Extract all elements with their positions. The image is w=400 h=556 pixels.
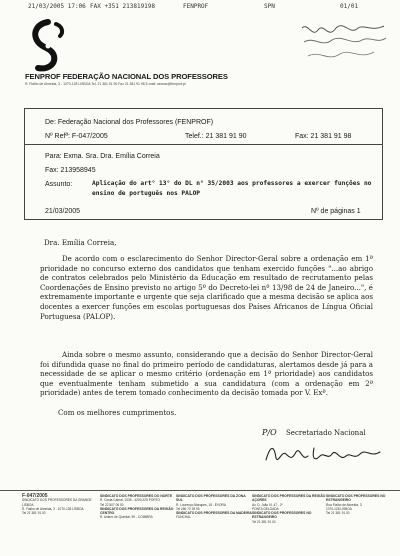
footer-line: FUNCHAL xyxy=(176,515,192,520)
footer-column-5 xyxy=(326,494,392,515)
footer-column-1 xyxy=(22,494,98,515)
organization-acronym: FENPROF xyxy=(25,72,61,81)
footer-line: SINDICATO DOS PROFESSORES NO ESTRANGEIRO xyxy=(252,511,312,520)
signature-block xyxy=(262,424,392,468)
to-field: Para: Exma. Sra. Dra. Emília Correia xyxy=(45,153,160,160)
footer-line: R. Costa Cabral, 1035 - 4200-225 PORTO xyxy=(100,498,160,503)
fax-sender: FENPROF xyxy=(183,3,209,10)
footer-column-3 xyxy=(176,494,252,520)
footer-line: SINDICATO DOS PROFESSORES DA GRANDE LISBOA xyxy=(22,498,92,507)
footer-line: Tel 21 381 91 00 xyxy=(326,511,350,516)
footer-line: R. Fialho de Almeida, 3 - 1070-128 LISBOA xyxy=(22,506,84,511)
footer-line: R. Lourenço Marques, 18 - ÉVORA xyxy=(176,502,226,507)
footer-title-4: SINDICATO DOS PROFESSORES DA REGIÃO AÇORES xyxy=(252,494,326,503)
footer-divider xyxy=(0,490,400,491)
letter-paragraph-1: De acordo com o esclarecimento do Senhor Director-Geral sobre a ordenação em 1ª prioridade no concurso externo dos candidatos que tenham exercido funções "...ao abrigo de contratos celebrados pelo Ministério da Educação em resultado de recrutamento pelas Coordenações de Ensino previsto no artigo 5º do Decreto-lei nº 13/98 de 24 de Janeiro...", é extremamente importante e urgente que seja clarificado que a mesma decisão se aplica aos docentes a exercer funções em escolas portuguesas dos Países Africanos de Língua Oficial Portuguesa (PALOP). xyxy=(40,254,373,321)
signature-title: Secretariado Nacional xyxy=(286,429,366,437)
footer-line: Av. D. João III, 47 - 2º xyxy=(252,502,283,507)
footer-line: Tel 266 70 39 95 xyxy=(176,506,200,511)
fax-transmission-header xyxy=(0,3,400,13)
from-field: De: Federação Nacional dos Professores (FENPROF) xyxy=(45,119,214,126)
footer-title-3: SINDICATO DOS PROFESSORES DA ZONA SUL xyxy=(176,494,246,503)
footer-line: SINDICATO DOS PROFESSORES DA MADEIRA xyxy=(176,511,252,516)
letter-paragraph-2: Ainda sobre o mesmo assunto, considerando que a decisão do Senhor Director-Geral foi difundida quase no final do primeiro período de candidaturas, alertamos desde já para a necessidade de se aplicar o mesmo critério (ordenação em 1ª prioridade) aos candidatos que eventualmente tenham submetido a sua candidatura (com a ordenação em 2ª prioridade) antes de terem tomado conhecimento da decisão tomada por V. Exª. xyxy=(40,350,373,398)
fax-to-field: Fax: 213958945 xyxy=(45,167,96,174)
fax-status: SPN xyxy=(264,3,275,10)
reference-field: Nº Refª: F-047/2005 xyxy=(45,133,108,140)
fax-from-field: Fax: 21 381 91 98 xyxy=(295,133,352,140)
fax-timestamp: 21/03/2005 17:06 xyxy=(28,3,86,10)
organization-address: R. Fialho de Almeida, 3 - 1070-128 LISBOA Tel. 21 381 91 90 Fax 21 381 91 98 E-mail: secnac@fenprof.pt xyxy=(25,82,186,86)
footer-title-2: SINDICATO DOS PROFESSORES DO NORTE xyxy=(100,494,173,498)
fenprof-logo-icon xyxy=(26,18,70,74)
handwritten-note-icon xyxy=(298,18,388,68)
footer-line: Rua Fialho de Almeida, 3 xyxy=(326,502,362,507)
footer-line: R. Antero de Quental, 99 - COIMBRA xyxy=(100,515,153,520)
footer-line: Tel 22 507 06 00 xyxy=(100,502,124,507)
footer-line: Tel 21 381 91 00 xyxy=(22,511,46,516)
signature-prefix: P/O xyxy=(262,428,277,437)
letter-closing: Com os melhores cumprimentos. xyxy=(58,408,177,417)
date-field: 21/03/2005 xyxy=(45,208,81,215)
form-divider xyxy=(25,144,382,145)
organization-full-name: FEDERAÇÃO NACIONAL DOS PROFESSORES xyxy=(62,72,228,81)
fax-number: FAX +351 213819198 xyxy=(90,3,156,10)
footer-line: PONTA DELGADA xyxy=(252,506,279,511)
letter-salutation: Dra. Emília Correia, xyxy=(44,238,117,247)
footer-column-4 xyxy=(252,494,328,524)
footer-line: Tel 21 381 91 00 xyxy=(252,519,276,524)
footer-title-5: SINDICATO DOS PROFESSORES NO ESTRANGEIRO xyxy=(326,494,386,503)
footer-line: SINDICATO DOS PROFESSORES DA REGIÃO CENTRO xyxy=(100,506,174,516)
footer-title-1: F-047/2005 xyxy=(22,493,48,499)
subject-text: Aplicação do art° 13° do DL n° 35/2003 aos professores a exercer funções no ensino de português nos PALOP xyxy=(92,180,372,197)
handwritten-signature-icon xyxy=(262,440,392,468)
page-count-field: Nº de páginas 1 xyxy=(311,208,361,215)
footer-column-2 xyxy=(100,494,176,520)
footer-line: 1070-128 LISBOA xyxy=(326,506,352,511)
organization-title xyxy=(25,72,228,81)
subject-label: Assunto: xyxy=(45,181,73,188)
fax-page: 01/01 xyxy=(340,3,359,10)
telephone-field: Telef.: 21 381 91 90 xyxy=(185,133,247,140)
fax-cover-form xyxy=(24,108,383,220)
